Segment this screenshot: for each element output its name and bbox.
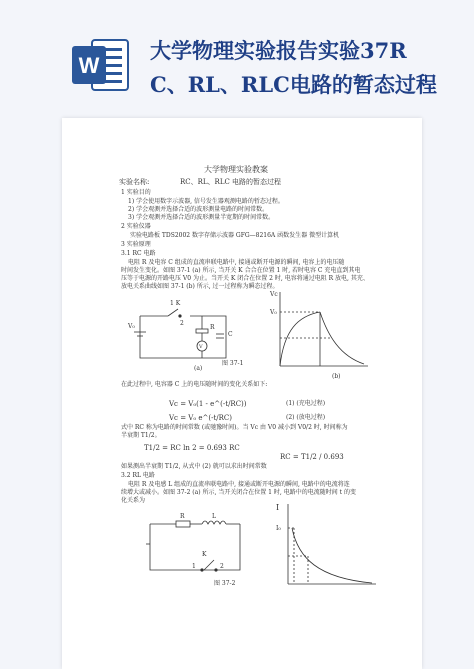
document-page xyxy=(62,118,422,669)
switch-pos-2-label: 2 xyxy=(180,320,184,327)
word-icon-letter: W xyxy=(78,53,100,78)
section-3-title: 3 实验原理 xyxy=(121,241,151,248)
resistor-label: R xyxy=(210,324,215,331)
rl-current-plot xyxy=(272,498,382,598)
rl-switch-pos-2-label: 2 xyxy=(220,563,224,570)
rc-paragraph-line: 压等于电源的开路电压 V0 为止。当开关 K 闭合在位置 2 时, 电容将通过电阻 R 放电, 其充、 xyxy=(121,275,369,282)
fig-37-1-a-label: (a) xyxy=(194,365,203,372)
section-3-2-title: 3.2 RL 电路 xyxy=(121,472,155,479)
rl-switch-pos-1-label: 1 xyxy=(192,563,196,570)
rc-charge-discharge-plot xyxy=(268,286,378,386)
rl-paragraph-line: 电阻 R 及电感 L 组成的直流串联电路中, 接通或断开电源的瞬间, 电路中的电流将连 xyxy=(128,481,350,488)
rl-switch-k-label: K xyxy=(202,551,207,558)
section-3-1-title: 3.1 RC 电路 xyxy=(121,250,156,257)
rc-paragraph-line: 放电关系曲线如图 37-1 (b) 所示, 过一过程称为瞬态过程。 xyxy=(121,283,279,290)
rl-paragraph-line: 续增大或减小。如图 37-2 (a) 所示, 当开关闭合在位置 1 时, 电路中的电流随时间 t 的变 xyxy=(121,489,356,496)
objective-2: 2) 学会观测并选择合适的波形测量电路的时间常数。 xyxy=(128,206,269,213)
equation-3: T1/2 = RC ln 2 = 0.693 RC xyxy=(144,444,240,452)
rl-resistor-label: R xyxy=(180,513,185,520)
equation-4: RC = T1/2 / 0.693 xyxy=(280,453,344,461)
rc-paragraph-4: 如果测出半衰期 T1/2, 从式中 (2) 就可以求出时间常数 xyxy=(121,463,267,470)
objective-3: 3) 学会观测并选择合适的波形测量半宽期的时间常数。 xyxy=(128,214,275,221)
equation-2: Vc = V₀ e^(-t/RC) xyxy=(169,414,233,422)
exp-name-label: 实验名称: xyxy=(119,178,150,186)
title-line-2: C、RL、RLC电路的暂态过程 xyxy=(150,72,437,97)
rc-paragraph-line: 时间发生变化。如图 37-1 (a) 所示, 当开关 K 合合在位置 1 时, 若时电容 C 充电直到其电 xyxy=(121,267,361,274)
vc-axis-label: Vc xyxy=(270,291,278,298)
equation-1: Vc = V₀(1 - e^(-t/RC)) xyxy=(169,400,247,408)
equation-1-note: (1) (充电过程) xyxy=(286,400,326,407)
i0-level-label: I₀ xyxy=(276,525,281,532)
v0-level-label: V₀ xyxy=(270,309,277,316)
scope-label: V xyxy=(199,344,203,350)
instruments-text: 实验电路板 TDS2002 数字存储示波器 GFG—8216A 函数发生器 微型计算机 xyxy=(130,232,340,239)
exp-name-value: RC、RL、RLC 电路的暂态过程 xyxy=(180,178,282,186)
fig-37-1-caption: 图 37-1 xyxy=(222,360,244,367)
rc-paragraph-3-line: 式中 RC 称为电路的时间常数 (或驰豫时间)。当 Vc 由 V0 减小到 V0/2 时, 时间称为 xyxy=(121,424,348,431)
rc-paragraph-2: 在此过程中, 电容器 C 上的电压随时间的变化关系如下: xyxy=(121,381,268,388)
current-axis-label: I xyxy=(276,503,280,512)
capacitor-label: C xyxy=(228,331,233,338)
objective-1: 1) 学会使用数字示波器, 信号发生器观测电路的暂态过程。 xyxy=(128,198,284,205)
doc-heading: 大学物理实验教案 xyxy=(204,165,268,174)
word-document-icon xyxy=(70,34,132,96)
rl-circuit-diagram xyxy=(142,510,262,580)
rc-paragraph-line: 电阻 R 及电容 C 组成的直流串联电路中, 接通或断开电源的瞬间, 电容上的电压随 xyxy=(128,259,345,266)
fig-37-1-b-label: (b) xyxy=(332,373,341,380)
inductor-label: L xyxy=(212,513,216,520)
rl-paragraph-line: 化关系为 xyxy=(121,497,146,504)
page-header xyxy=(0,0,474,118)
section-2-title: 2 实验仪器 xyxy=(121,223,151,230)
fig-37-2-caption: 图 37-2 xyxy=(214,580,236,587)
title-line-1: 大学物理实验报告实验37R xyxy=(150,38,407,63)
equation-2-note: (2) (放电过程) xyxy=(286,414,326,421)
source-label: V₀ xyxy=(128,323,135,330)
page-title xyxy=(150,34,466,102)
section-1-title: 1 实验目的 xyxy=(121,189,151,196)
switch-k-label: 1 K xyxy=(170,300,181,307)
rc-paragraph-3-line: 半衰期 T1/2。 xyxy=(121,432,161,439)
